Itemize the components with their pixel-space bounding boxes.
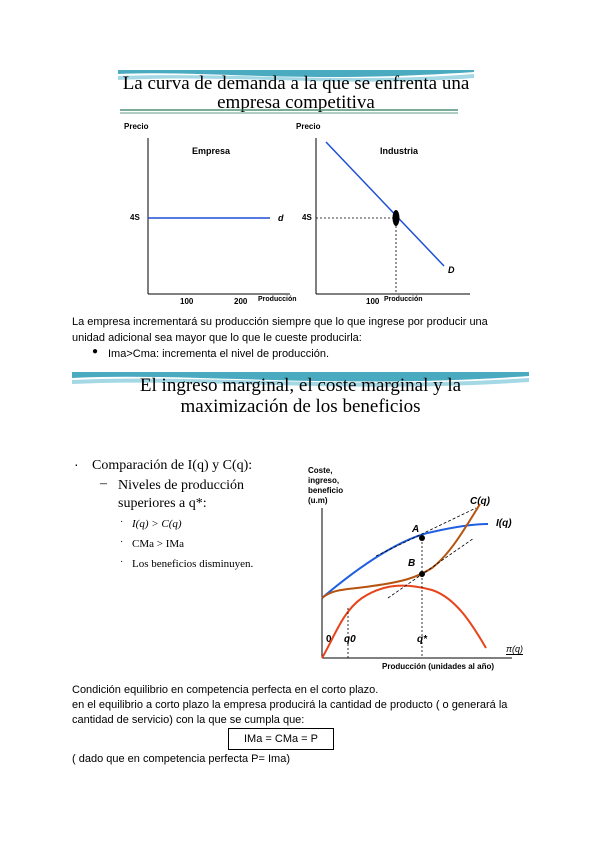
label-cq: C(q): [470, 496, 490, 507]
industria-tick-100: 100: [366, 297, 380, 306]
slide2-sub1: I(q) > C(q): [132, 518, 182, 530]
slide-marginal-revenue: [72, 372, 529, 678]
empresa-tick-100: 100: [180, 297, 194, 306]
label-zero: 0: [326, 634, 332, 645]
industria-panel-title: Industria: [380, 146, 419, 156]
slide-title-line2: empresa competitiva: [217, 92, 375, 113]
industria-demand-line: [326, 142, 444, 266]
label-q0: q0: [344, 634, 356, 645]
industria-x-label: Producción: [384, 296, 423, 303]
label-a: A: [412, 524, 420, 535]
coste-curve: [322, 504, 480, 598]
slide2-sub2: CMa > IMa: [132, 538, 185, 550]
empresa-curve-label: d: [278, 213, 284, 223]
para1-line2: unidad adicional sea mayor que lo que le cueste producirla:: [72, 332, 362, 344]
y-label-line2: ingreso,: [308, 476, 340, 485]
sub-dot-1: ·: [120, 516, 124, 527]
label-qstar: q*: [417, 634, 427, 645]
empresa-tick-200: 200: [234, 297, 248, 306]
empresa-price-label: 4S: [130, 213, 140, 222]
tangent-a: [376, 508, 476, 556]
bullet-dot: ●: [92, 346, 99, 357]
point-b: [419, 571, 425, 577]
equilibrium-point: [393, 210, 400, 226]
y-label-line1: Coste,: [308, 466, 333, 475]
slide2-title-line2: maximización de los beneficios: [180, 396, 421, 417]
label-iq: I(q): [496, 518, 512, 529]
slide2-sub3: Los beneficios disminuyen.: [132, 558, 254, 570]
empresa-panel-title: Empresa: [192, 146, 231, 156]
slide-demand-curve: [118, 70, 474, 310]
label-b: B: [408, 558, 416, 569]
equation-box: IMa = CMa = P: [228, 728, 334, 750]
slide2-dash-line2: superiores a q*:: [118, 496, 207, 511]
note-text: ( dado que en competencia perfecta P= Ima): [72, 753, 290, 765]
industria-price-label: 4S: [302, 213, 312, 222]
bullet1-text: Ima>Cma: incrementa el nivel de producción.: [108, 348, 330, 360]
main-bullet-dot: ·: [74, 456, 79, 472]
beneficio-curve: [322, 586, 486, 658]
empresa-x-label: Producción: [258, 296, 297, 303]
y-label-line4: (u.m): [308, 496, 328, 505]
demand-diagrams: [118, 70, 474, 310]
x-label: Producción (unidades al año): [382, 662, 495, 671]
para2-line3: cantidad de servicio) con la que se cumpla que:: [72, 714, 305, 726]
industria-axis-label: Precio: [296, 122, 321, 131]
para1-line1: La empresa incrementará su producción siempre que lo que ingrese por producir una: [72, 316, 488, 328]
label-pi: π(q): [506, 644, 524, 654]
profit-max-chart: [72, 372, 529, 678]
industria-curve-label: D: [448, 265, 455, 275]
para2-line1: Condición equilibrio en competencia perfecta en el corto plazo.: [72, 684, 379, 696]
para2-line2: en el equilibrio a corto plazo la empresa producirá la cantidad de producto ( o generará la: [72, 699, 508, 711]
slide2-bullet-main: Comparación de I(q) y C(q):: [92, 458, 253, 473]
empresa-axis-label: Precio: [124, 122, 149, 131]
dash-marker: –: [100, 476, 107, 491]
sub-dot-3: ·: [120, 556, 124, 567]
slide-title-line1: La curva de demanda a la que se enfrenta una: [122, 73, 470, 94]
sub-dot-2: ·: [120, 536, 124, 547]
ingreso-curve: [322, 524, 488, 598]
y-label-line3: beneficio: [308, 486, 344, 495]
slide2-dash-line1: Niveles de producción: [118, 478, 244, 493]
point-a: [419, 535, 425, 541]
slide2-title-line1: El ingreso marginal, el coste marginal y la: [139, 375, 462, 396]
